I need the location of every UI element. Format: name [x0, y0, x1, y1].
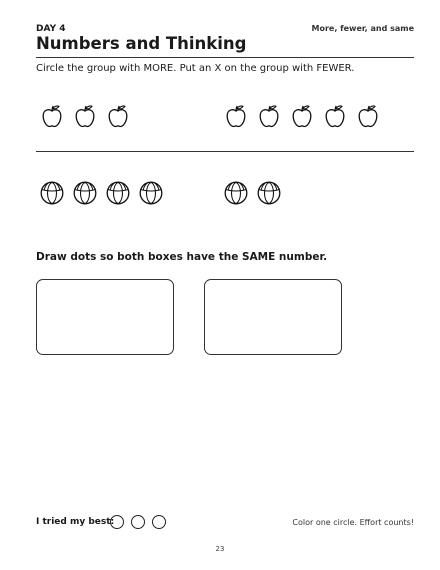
- apple-icon: [258, 104, 280, 128]
- effort-circle[interactable]: [131, 515, 145, 529]
- day-label: DAY 4: [36, 24, 66, 34]
- apple-icon: [41, 104, 63, 128]
- page-title: Numbers and Thinking: [36, 34, 247, 53]
- tried-best-label: I tried my best:: [36, 517, 115, 527]
- drawing-box-left[interactable]: [36, 279, 174, 355]
- topic-label: More, fewer, and same: [311, 24, 414, 33]
- ball-icon: [139, 181, 163, 205]
- ball-icon: [40, 181, 64, 205]
- apple-icon: [291, 104, 313, 128]
- drawing-box-right[interactable]: [204, 279, 342, 355]
- ball-icon: [257, 181, 281, 205]
- apple-icon: [324, 104, 346, 128]
- effort-circle[interactable]: [110, 515, 124, 529]
- apple-icon: [225, 104, 247, 128]
- instruction-more-fewer: Circle the group with MORE. Put an X on the group with FEWER.: [36, 63, 355, 74]
- ball-icon: [106, 181, 130, 205]
- title-divider: [36, 57, 414, 58]
- ball-icon: [224, 181, 248, 205]
- apple-icon: [74, 104, 96, 128]
- effort-note: Color one circle. Effort counts!: [292, 518, 414, 527]
- section-divider: [36, 151, 414, 152]
- apple-icon: [357, 104, 379, 128]
- effort-circle[interactable]: [152, 515, 166, 529]
- ball-icon: [73, 181, 97, 205]
- instruction-same: Draw dots so both boxes have the SAME number.: [36, 251, 328, 263]
- page-number: 23: [215, 545, 225, 553]
- apple-icon: [107, 104, 129, 128]
